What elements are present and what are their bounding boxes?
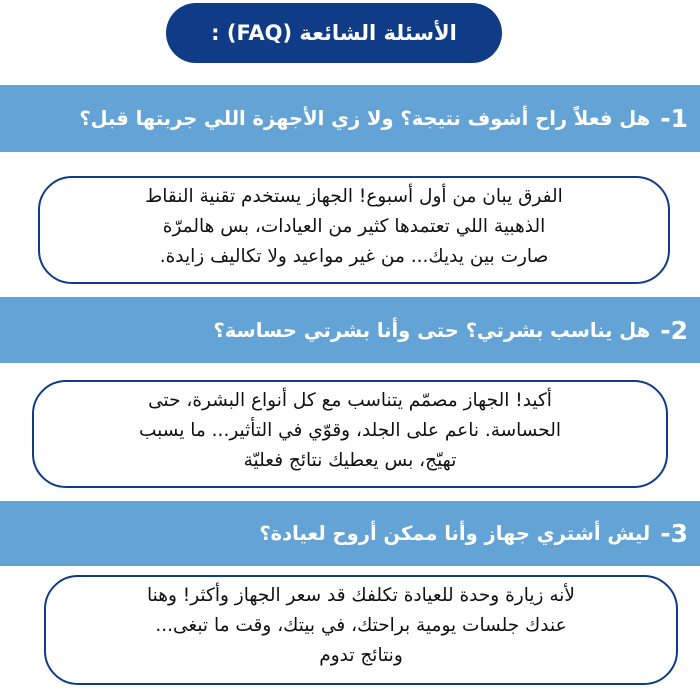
answer-line: الذهبية اللي تعتمدها كثير من العيادات، بس هالمرّة bbox=[162, 216, 546, 237]
faq-question-3 bbox=[0, 501, 700, 566]
answer-line: عندك جلسات يومية براحتك، في بيتك، وقت ما تبغى... bbox=[155, 615, 567, 636]
faq-title: الأسئلة الشائعة (FAQ) : bbox=[166, 3, 502, 63]
answer-line: الحساسة. ناعم على الجلد، وقوّي في التأثير... ما يسبب bbox=[138, 420, 562, 441]
answer-line: صارت بين يديك... من غير مواعيد ولا تكاليف زايدة. bbox=[159, 246, 549, 267]
faq-answer-1 bbox=[38, 176, 670, 284]
faq-question-1 bbox=[0, 85, 700, 152]
question-number: 2- bbox=[660, 315, 688, 345]
question-number: 3- bbox=[660, 519, 688, 548]
question-text: هل يناسب بشرتي؟ حتى وأنا بشرتي حساسة؟ bbox=[213, 318, 651, 342]
question-text: هل فعلاً راح أشوف نتيجة؟ ولا زي الأجهزة اللي جربتها قبل؟ bbox=[79, 107, 651, 130]
answer-line: الفرق يبان من أول أسبوع! الجهاز يستخدم تقنية النقاط bbox=[145, 186, 563, 207]
answer-line: ونتائج تدوم bbox=[319, 645, 403, 666]
question-number: 1- bbox=[660, 104, 688, 133]
question-text: ليش أشتري جهاز وأنا ممكن أروح لعيادة؟ bbox=[259, 522, 651, 545]
faq-question-2 bbox=[0, 297, 700, 363]
answer-line: لأنه زيارة وحدة للعيادة تكلفك قد سعر الجهاز وأكثر! وهنا bbox=[147, 585, 575, 606]
answer-line: أكيد! الجهاز مصمّم يتناسب مع كل أنواع البشرة، حتى bbox=[148, 390, 552, 411]
faq-answer-2 bbox=[32, 380, 668, 488]
faq-answer-3 bbox=[44, 575, 678, 685]
answer-line: تهيّج، بس يعطيك نتائج فعليّة bbox=[243, 450, 457, 471]
